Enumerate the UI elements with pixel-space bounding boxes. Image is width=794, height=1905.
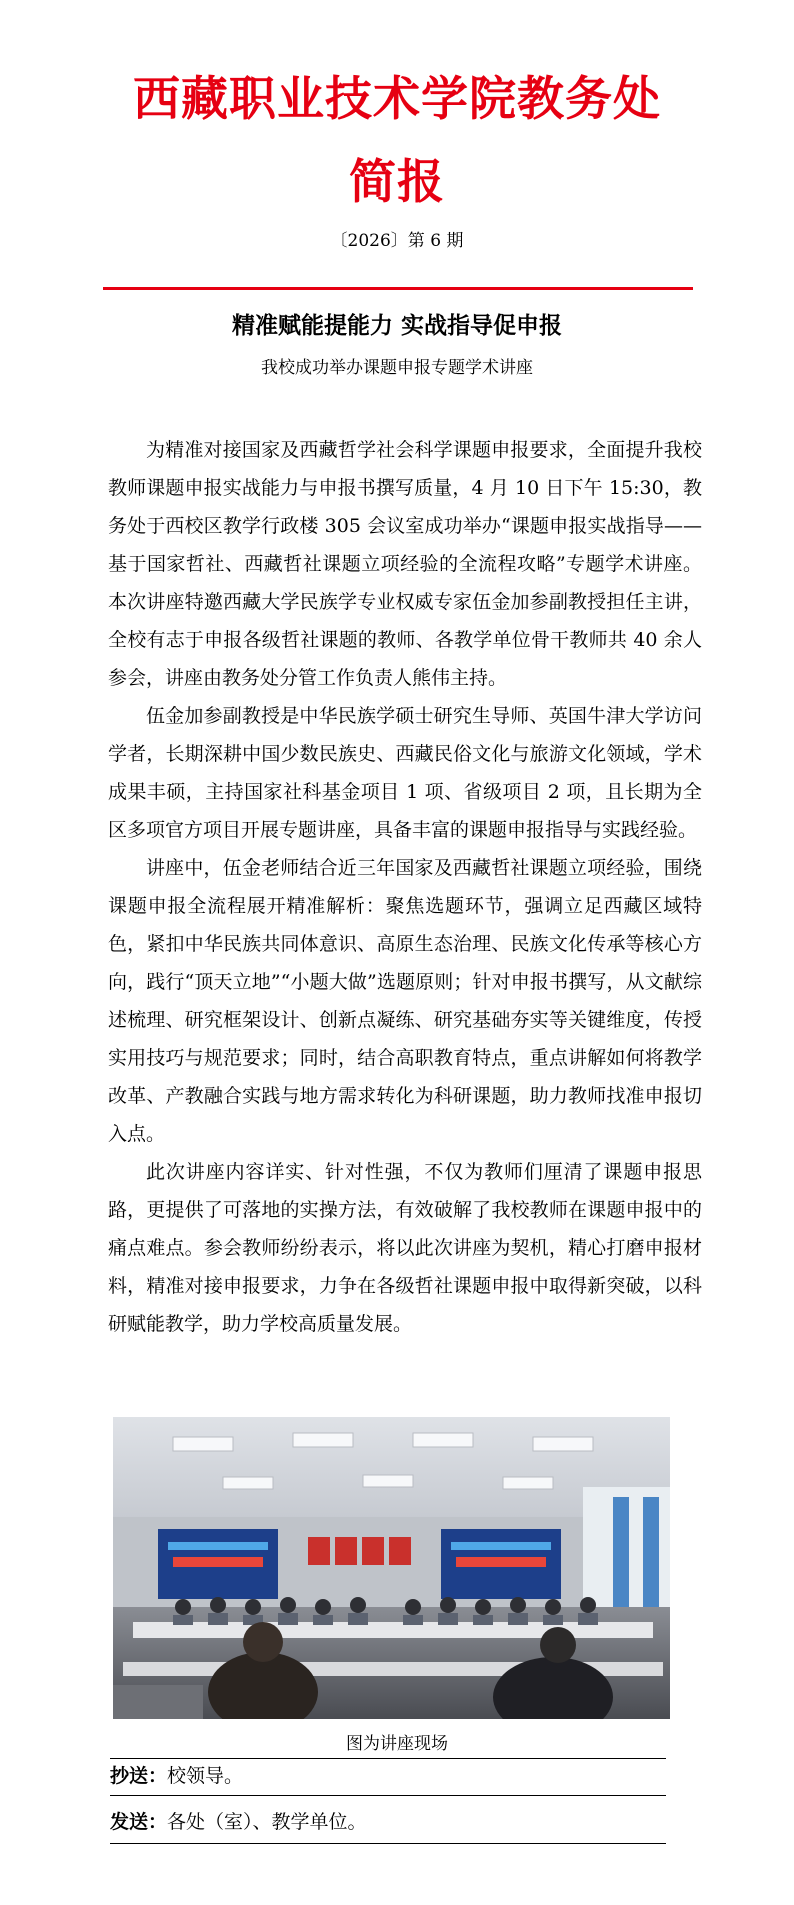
- article-body: [108, 431, 702, 1343]
- footer-rule-middle: [110, 1795, 666, 1796]
- send-line: [110, 1807, 666, 1834]
- red-divider: [103, 287, 693, 290]
- masthead-title: 西藏职业技术学院教务处: [133, 72, 661, 127]
- send-label: 发送：: [110, 1811, 168, 1833]
- send-value: 各处（室）、教学单位。: [167, 1811, 367, 1833]
- issue-number: 〔2026〕第 6 期: [330, 231, 464, 251]
- paragraph: 讲座中，伍金老师结合近三年国家及西藏哲社课题立项经验，围绕课题申报全流程展开精准解析：聚焦选题环节，强调立足西藏区域特色，紧扣中华民族共同体意识、高原生态治理、民族文化传承等核心方向，践行“顶天立地”“小题大做”选题原则；针对申报书撰写，从文献综述梳理、研究框架设计、创新点凝练、研究基础夯实等关键维度，传授实用技巧与规范要求；同时，结合高职教育特点，重点讲解如何将教学改革、产教融合实践与地方需求转化为科研课题，助力教师找准申报切入点。: [108, 857, 702, 1145]
- cc-value: 校领导。: [167, 1765, 244, 1787]
- cc-label: 抄送：: [110, 1765, 168, 1787]
- paragraph: 伍金加参副教授是中华民族学硕士研究生导师、英国牛津大学访问学者，长期深耕中国少数民族史、西藏民俗文化与旅游文化领域，学术成果丰硕，主持国家社科基金项目 1 项、省级项目 2 项，且长期为全区多项官方项目开展专题讲座，具备丰富的课题申报指导与实践经验。: [108, 705, 702, 841]
- article-headline: 精准赋能提能力 实战指导促申报: [231, 312, 562, 339]
- cc-line: [110, 1761, 666, 1788]
- footer-rule-top: [110, 1758, 666, 1759]
- masthead-subtitle: 简报: [349, 155, 445, 210]
- photo-caption: 图为讲座现场: [346, 1734, 448, 1754]
- lecture-photo: [113, 1417, 670, 1719]
- paragraph: 此次讲座内容详实、针对性强，不仅为教师们厘清了课题申报思路，更提供了可落地的实操方法，有效破解了我校教师在课题申报中的痛点难点。参会教师纷纷表示，将以此次讲座为契机，精心打磨申报材料，精准对接申报要求，力争在各级哲社课题申报中取得新突破，以科研赋能教学，助力学校高质量发展。: [108, 1161, 702, 1335]
- footer-rule-bottom: [110, 1843, 666, 1844]
- paragraph: 为精准对接国家及西藏哲学社会科学课题申报要求，全面提升我校教师课题申报实战能力与申报书撰写质量，4 月 10 日下午 15:30，教务处于西校区教学行政楼 305 会议室成功举办“课题申报实战指导——基于国家哲社、西藏哲社课题立项经验的全流程攻略”专题学术讲座。本次讲座特邀西藏大学民族学专业权威专家伍金加参副教授担任主讲，全校有志于申报各级哲社课题的教师、各教学单位骨干教师共 40 余人参会，讲座由教务处分管工作负责人熊伟主持。: [108, 439, 702, 689]
- article-subhead: 我校成功举办课题申报专题学术讲座: [261, 358, 533, 378]
